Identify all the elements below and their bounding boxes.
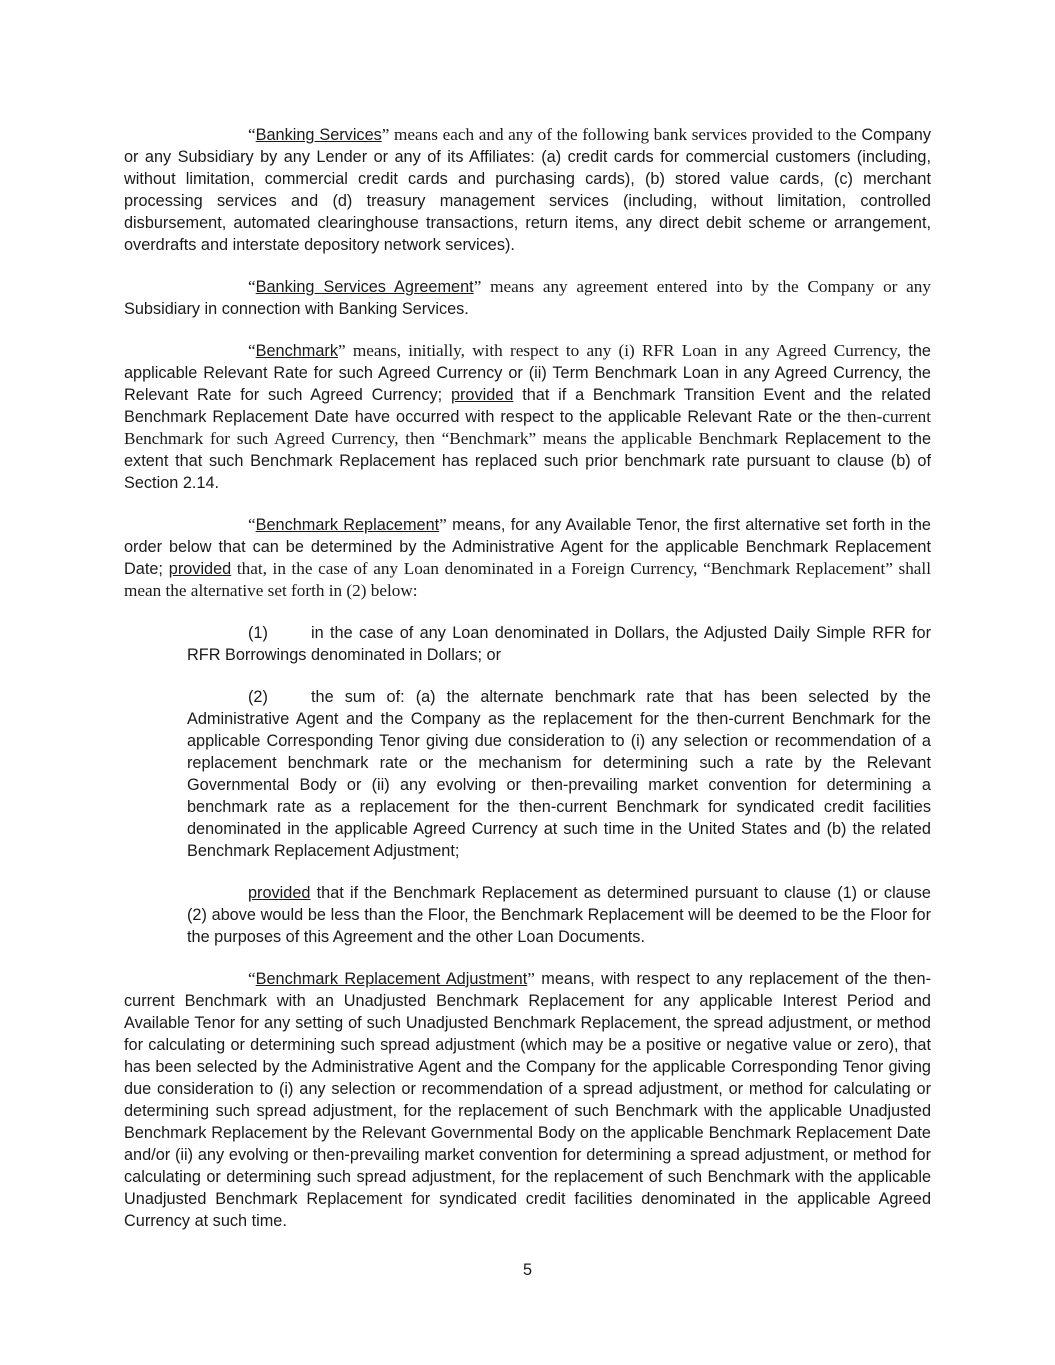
clause-text: the sum of: (a) the alternate benchmark rate that has been selected by the Administrative Agent and the Company as the replacement for the then-current Benchmark for the applicable Corresponding Tenor giving due consideration to (i) any selection or recommendation of a replacement benchmark rate or the mechanism for determining such a rate by the Relevant Governmental Body or (ii) any evolving or then-prevailing market convention for determining a benchmark rate as a replacement for the then-current Benchmark for syndicated credit facilities denominated in the applicable Agreed Currency at such time in the United States and (b) the related Benchmark Replacement Adjustment; [187,688,931,860]
clause-text: in the case of any Loan denominated in Dollars, the Adjusted Daily Simple RFR for RFR Borrowings denominated in Dollars; or [187,624,931,664]
definition-body: Subsidiary in connection with Banking Services. [124,300,469,318]
clause-number: (1) [248,624,268,642]
definition-body: that if a Benchmark Transition Event and the related Benchmark Replacement Date have occurred with respect to the applicable Relevant Rate or the [124,386,931,426]
definition-body-serif: then-current Benchmark for such Agreed Currency, then “Benchmark” means the applicable Benchmark [124,407,931,448]
open-quote: “ [248,125,256,144]
defined-term: Banking Services Agreement [255,278,474,296]
definition-body: the applicable Relevant Rate for such Agreed Currency or (ii) Term Benchmark Loan in any Agreed Currency, the Relevant Rate for such Agreed Currency; [124,342,931,404]
definition-body: Replacement to the extent that such Benchmark Replacement has replaced such prior benchmark rate pursuant to clause (b) of Section 2.14. [124,430,931,492]
open-quote: “ [248,515,256,534]
page-number: 5 [522,1261,533,1279]
document-page [124,124,931,1252]
definition-lead: means each and any of the following bank services provided to the [389,125,857,144]
definition-lead: means, for any Available Tenor, the first alternative set forth in the order below that can be determined by the Administrative Agent for the applicable Benchmark Replacement Date; [124,516,931,578]
close-quote: ” [381,125,390,144]
defined-term: Benchmark [255,342,338,360]
clause-2 [124,686,931,862]
open-quote: “ [248,969,256,988]
open-quote: “ [248,277,256,296]
definition-benchmark-replacement [124,514,931,602]
definition-banking-services [124,124,931,256]
proviso-text: that if the Benchmark Replacement as determined pursuant to clause (1) or clause (2) above would be less than the Floor, the Benchmark Replacement will be deemed to be the Floor for the purposes of this Agreement and the other Loan Documents. [187,884,931,946]
definition-lead: means any agreement entered into by the Company or any [481,277,931,296]
definition-banking-services-agreement [124,276,931,320]
provided-term: provided [450,386,514,404]
definition-lead: means, initially, with respect to any (i) RFR Loan in any Agreed Currency, [345,341,901,360]
definition-body: means, with respect to any replacement of the then-current Benchmark with an Unadjusted Benchmark Replacement for any applicable Interest Period and Available Tenor for any setting of such Unadjusted Benchmark Replacement, the spread adjustment, or method for calculating or determining such spread adjustment (which may be a positive or negative value or zero), that has been selected by the Administrative Agent and the Company for the applicable Corresponding Tenor giving due consideration to (i) any selection or recommendation of a spread adjustment, or method for calculating or determining such spread adjustment, for the replacement of such Benchmark with the applicable Unadjusted Benchmark Replacement by the Relevant Governmental Body on the applicable Benchmark Replacement Date and/or (ii) any evolving or then-prevailing market convention for determining a spread adjustment, or method for calculating or determining such spread adjustment, for the replacement of such Benchmark with the applicable Unadjusted Benchmark Replacement for syndicated credit facilities denominated in the applicable Agreed Currency at such time. [124,970,931,1230]
close-quote: ” [338,341,346,360]
definition-benchmark [124,340,931,494]
definition-benchmark-replacement-adjustment [124,968,931,1232]
definition-body-serif: that, in the case of any Loan denominated in a Foreign Currency, “Benchmark Replacement” shall mean the alternative set forth in (2) below: [124,559,931,600]
defined-term: Benchmark Replacement Adjustment [255,970,528,988]
provided-term: provided [168,560,232,578]
open-quote: “ [248,341,256,360]
close-quote: ” [439,515,447,534]
provided-term: provided [248,884,311,902]
definition-body: Company or any Subsidiary by any Lender or any of its Affiliates: (a) credit cards for commercial customers (including, without limitation, commercial credit cards and purchasing cards), (b) stored value cards, (c) merchant processing services and (d) treasury management services (including, without limitation, controlled disbursement, automated clearinghouse transactions, return items, any direct debit scheme or arrangement, overdrafts and interstate depository network services). [124,126,931,254]
clause-1 [124,622,931,666]
defined-term: Banking Services [255,126,382,144]
close-quote: ” [473,277,482,296]
defined-term: Benchmark Replacement [255,516,440,534]
proviso-paragraph [124,882,931,948]
close-quote: ” [527,969,535,988]
clause-number: (2) [248,688,268,706]
